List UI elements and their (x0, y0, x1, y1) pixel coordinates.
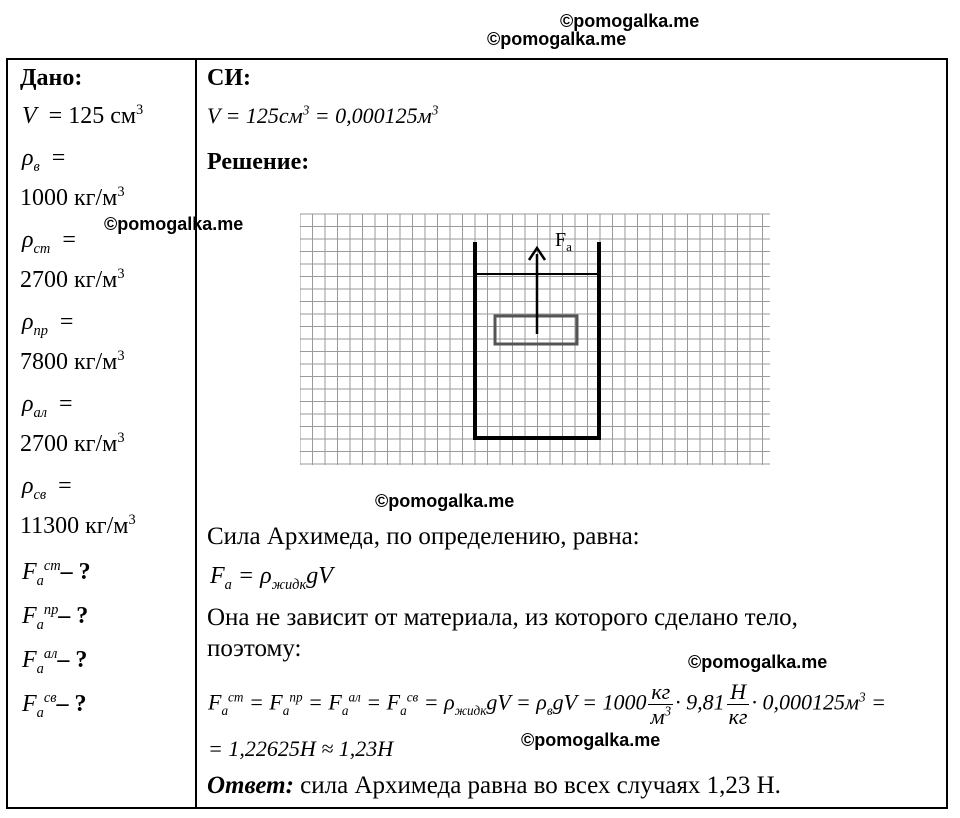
rho: ρ (22, 391, 34, 417)
force-label: $F_a$ (555, 229, 572, 254)
rho: ρ (22, 309, 34, 335)
eq: = (58, 473, 72, 499)
force-symbol: F (22, 603, 37, 629)
exp: 3 (117, 348, 125, 364)
F-st: F (208, 689, 222, 715)
rho-sub: св (33, 486, 47, 503)
F-sv: F (386, 689, 401, 715)
big-p4: · 9,81 (675, 689, 725, 715)
exp: 3 (128, 512, 136, 528)
watermark-bottom: ©pomogalka.me (521, 730, 661, 750)
find-force-brass (22, 602, 89, 633)
rho-aluminium-symbol (22, 391, 73, 421)
f1-sub2: жидк (271, 576, 307, 593)
fraction-n-kg (727, 680, 750, 729)
value: 7800 кг/м (20, 349, 118, 375)
rho-steel-symbol (22, 227, 76, 257)
volume-symbol: V (22, 103, 37, 129)
rho-water-value (20, 186, 125, 210)
find-force-lead (22, 690, 87, 721)
solution-heading: Решение: (207, 149, 310, 175)
si-left: V = 125см (207, 103, 303, 128)
F-al: F (328, 689, 342, 715)
big-p2: gV = ρ (486, 689, 547, 715)
F-sv-sup: св (406, 689, 419, 705)
archimedes-diagram (300, 210, 770, 472)
find-mark: – ? (60, 559, 91, 585)
big-exp: 3 (859, 689, 866, 705)
force-sub: а (36, 572, 44, 589)
solution-text-2: Она не зависит от материала, из которого сделано тело, (207, 604, 798, 631)
force-material: пр (43, 602, 59, 618)
watermark-top-2: ©pomogalka.me (487, 29, 627, 49)
rho-brass-value (20, 350, 125, 374)
F-al-sub: а (341, 703, 349, 719)
exp: 3 (117, 430, 125, 446)
volume-value: = 125 см (48, 103, 137, 129)
si-formula (207, 102, 439, 128)
answer-label: Ответ: (207, 772, 294, 799)
rho-sub: ал (33, 404, 48, 421)
rho: ρ (22, 473, 34, 499)
big-end: = (865, 689, 886, 715)
F-sv-sub: а (400, 703, 407, 719)
value: 2700 кг/м (20, 267, 118, 293)
answer-line (207, 773, 781, 798)
fraction-kg-m3 (648, 680, 673, 729)
find-force-aluminium (22, 646, 88, 677)
archimedes-formula (210, 563, 333, 593)
force-material: св (43, 690, 57, 706)
exp: 3 (117, 266, 125, 282)
big-p1: = ρ (418, 689, 455, 715)
f1-sub: a (224, 576, 232, 593)
given-heading: Дано: (20, 65, 83, 91)
force-sub: а (36, 616, 44, 633)
watermark-left: ©pomogalka.me (104, 214, 244, 234)
F-pr-sub: а (282, 703, 290, 719)
force-material: ал (43, 646, 58, 662)
force-sub: а (36, 660, 44, 677)
F-pr: F (269, 689, 283, 715)
big-formula: $F_а^{ст} = F_а^{пр} = F_а^{ал} = F_а^{св} = \rho_{жидк}gV = \rho_вgV = 1000$ $\frac{кг}{м^3}$ · 9,81 $\frac{Н}{кг}$ · $0,000125м^3$ = (208, 679, 886, 730)
find-mark: – ? (58, 603, 89, 629)
value: 1000 кг/м (20, 185, 118, 211)
rho-brass-symbol (22, 309, 74, 339)
watermark-right: ©pomogalka.me (688, 652, 828, 672)
force-material: ст (43, 558, 61, 574)
big-p5: · 0,000125м (751, 689, 860, 715)
f1-mid: = ρ (231, 563, 272, 589)
big-sub-v: в (546, 703, 553, 719)
eq: = (51, 145, 66, 171)
rho-lead-symbol (22, 473, 72, 503)
rho: ρ (22, 145, 34, 171)
rho-lead-value (20, 514, 136, 538)
F-pr-sup: пр (289, 689, 303, 705)
si-right: = 0,000125м (309, 103, 432, 128)
rho-steel-value (20, 268, 125, 292)
frac1-den: $м^3$ (650, 703, 672, 730)
eq: = (59, 309, 74, 335)
frac2-num: Н (727, 680, 750, 705)
value: 11300 кг/м (20, 513, 129, 539)
find-force-steel (22, 558, 91, 589)
watermark-middle: ©pomogalka.me (375, 491, 515, 511)
rho-sub: пр (33, 322, 48, 339)
F-st-sup: ст (228, 689, 244, 705)
si-exp1: 3 (302, 102, 310, 118)
f1-left: F (210, 563, 225, 589)
result-line: = 1,22625Н ≈ 1,23Н (208, 736, 394, 761)
force-sub: а (36, 704, 44, 721)
eq: = (62, 227, 76, 253)
rho: ρ (22, 227, 34, 253)
solution-text-3: поэтому: (207, 635, 302, 662)
given-volume (22, 104, 143, 128)
eq: = (59, 391, 73, 417)
rho-sub: в (33, 158, 40, 175)
si-heading: СИ: (207, 65, 251, 91)
rho-aluminium-value (20, 432, 125, 456)
big-p3: gV = 1000 (552, 689, 647, 715)
rho-sub: ст (33, 240, 51, 257)
exp: 3 (117, 184, 125, 200)
rho-water-symbol (22, 145, 66, 175)
si-exp2: 3 (431, 102, 439, 118)
frac2-den: кг (728, 704, 748, 730)
F-st-sub: а (221, 703, 229, 719)
force-symbol: F (22, 559, 37, 585)
find-mark: – ? (57, 647, 88, 673)
f1-right: gV (306, 563, 333, 589)
find-mark: – ? (56, 691, 87, 717)
frac1-num: кг (648, 680, 673, 705)
volume-exp: 3 (136, 102, 144, 118)
column-divider (195, 58, 197, 809)
value: 2700 кг/м (20, 431, 118, 457)
force-symbol: F (22, 691, 37, 717)
big-sub-zh: жидк (454, 703, 487, 719)
answer-text: сила Архимеда равна во всех случаях 1,23 Н. (293, 772, 781, 799)
solution-text-1: Сила Архимеда, по определению, равна: (207, 523, 640, 550)
force-symbol: F (22, 647, 37, 673)
F-al-sup: ал (348, 689, 361, 705)
watermark-top-1: ©pomogalka.me (560, 11, 700, 31)
